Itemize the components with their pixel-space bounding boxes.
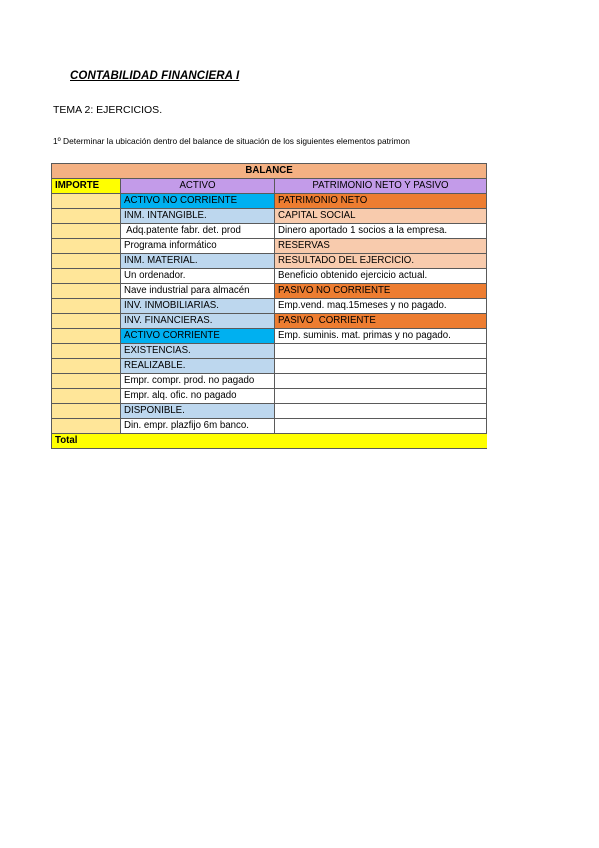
importe-cell[interactable] <box>52 359 121 374</box>
table-row <box>52 194 487 209</box>
table-row <box>52 374 487 389</box>
pasivo-cell: CAPITAL SOCIAL <box>275 209 487 224</box>
activo-cell: INV. FINANCIERAS. <box>121 314 275 329</box>
activo-header: ACTIVO <box>121 179 275 194</box>
pasivo-cell: Beneficio obtenido ejercicio actual. <box>275 269 487 284</box>
activo-cell: Empr. alq. ofic. no pagado <box>121 389 275 404</box>
importe-cell[interactable] <box>52 269 121 284</box>
activo-cell: Programa informático <box>121 239 275 254</box>
activo-cell: EXISTENCIAS. <box>121 344 275 359</box>
table-row <box>52 419 487 434</box>
column-header-row <box>52 179 487 194</box>
pasivo-cell: RESERVAS <box>275 239 487 254</box>
document-title: CONTABILIDAD FINANCIERA I <box>70 70 240 82</box>
pasivo-header: PATRIMONIO NETO Y PASIVO <box>275 179 487 194</box>
activo-cell: Din. empr. plazfijo 6m banco. <box>121 419 275 434</box>
importe-cell[interactable] <box>52 344 121 359</box>
pasivo-cell: Emp. suminis. mat. primas y no pagado. <box>275 329 487 344</box>
pasivo-cell: PATRIMONIO NETO <box>275 194 487 209</box>
table-row <box>52 359 487 374</box>
importe-cell[interactable] <box>52 374 121 389</box>
table-row <box>52 344 487 359</box>
importe-cell[interactable] <box>52 224 121 239</box>
importe-cell[interactable] <box>52 329 121 344</box>
pasivo-cell <box>275 419 487 434</box>
balance-title-row <box>52 164 487 179</box>
table-row <box>52 254 487 269</box>
pasivo-cell: PASIVO CORRIENTE <box>275 314 487 329</box>
total-row <box>52 434 487 449</box>
activo-cell: INM. MATERIAL. <box>121 254 275 269</box>
table-row <box>52 389 487 404</box>
balance-table <box>51 163 487 449</box>
importe-cell[interactable] <box>52 194 121 209</box>
importe-cell[interactable] <box>52 239 121 254</box>
table-row <box>52 269 487 284</box>
activo-cell: ACTIVO NO CORRIENTE <box>121 194 275 209</box>
table-row <box>52 329 487 344</box>
table-row <box>52 224 487 239</box>
activo-cell: INM. INTANGIBLE. <box>121 209 275 224</box>
pasivo-cell <box>275 389 487 404</box>
table-row <box>52 239 487 254</box>
activo-cell: Empr. compr. prod. no pagado <box>121 374 275 389</box>
total-activo-cell[interactable] <box>121 434 275 449</box>
pasivo-cell <box>275 359 487 374</box>
importe-cell[interactable] <box>52 389 121 404</box>
importe-cell[interactable] <box>52 419 121 434</box>
activo-cell: REALIZABLE. <box>121 359 275 374</box>
importe-cell[interactable] <box>52 284 121 299</box>
instruction-text: 1º Determinar la ubicación dentro del balance de situación de los siguientes elementos patrimon <box>53 136 410 146</box>
pasivo-cell: Dinero aportado 1 socios a la empresa. <box>275 224 487 239</box>
table-row <box>52 314 487 329</box>
importe-cell[interactable] <box>52 209 121 224</box>
total-label: Total <box>52 434 121 449</box>
pasivo-cell <box>275 404 487 419</box>
pasivo-cell <box>275 374 487 389</box>
importe-cell[interactable] <box>52 254 121 269</box>
activo-cell: Nave industrial para almacén <box>121 284 275 299</box>
pasivo-cell: RESULTADO DEL EJERCICIO. <box>275 254 487 269</box>
section-heading: TEMA 2: EJERCICIOS. <box>53 104 163 116</box>
activo-cell: ACTIVO CORRIENTE <box>121 329 275 344</box>
activo-cell: Adq.patente fabr. det. prod <box>121 224 275 239</box>
table-row <box>52 404 487 419</box>
table-row <box>52 209 487 224</box>
activo-cell: Un ordenador. <box>121 269 275 284</box>
pasivo-cell: PASIVO NO CORRIENTE <box>275 284 487 299</box>
table-row <box>52 284 487 299</box>
activo-cell: DISPONIBLE. <box>121 404 275 419</box>
activo-cell: INV. INMOBILIARIAS. <box>121 299 275 314</box>
pasivo-cell <box>275 344 487 359</box>
importe-cell[interactable] <box>52 299 121 314</box>
balance-title: BALANCE <box>52 164 487 179</box>
importe-cell[interactable] <box>52 404 121 419</box>
pasivo-cell: Emp.vend. maq.15meses y no pagado. <box>275 299 487 314</box>
importe-cell[interactable] <box>52 314 121 329</box>
table-row <box>52 299 487 314</box>
importe-header: IMPORTE <box>52 179 121 194</box>
total-pasivo-cell[interactable] <box>275 434 487 449</box>
